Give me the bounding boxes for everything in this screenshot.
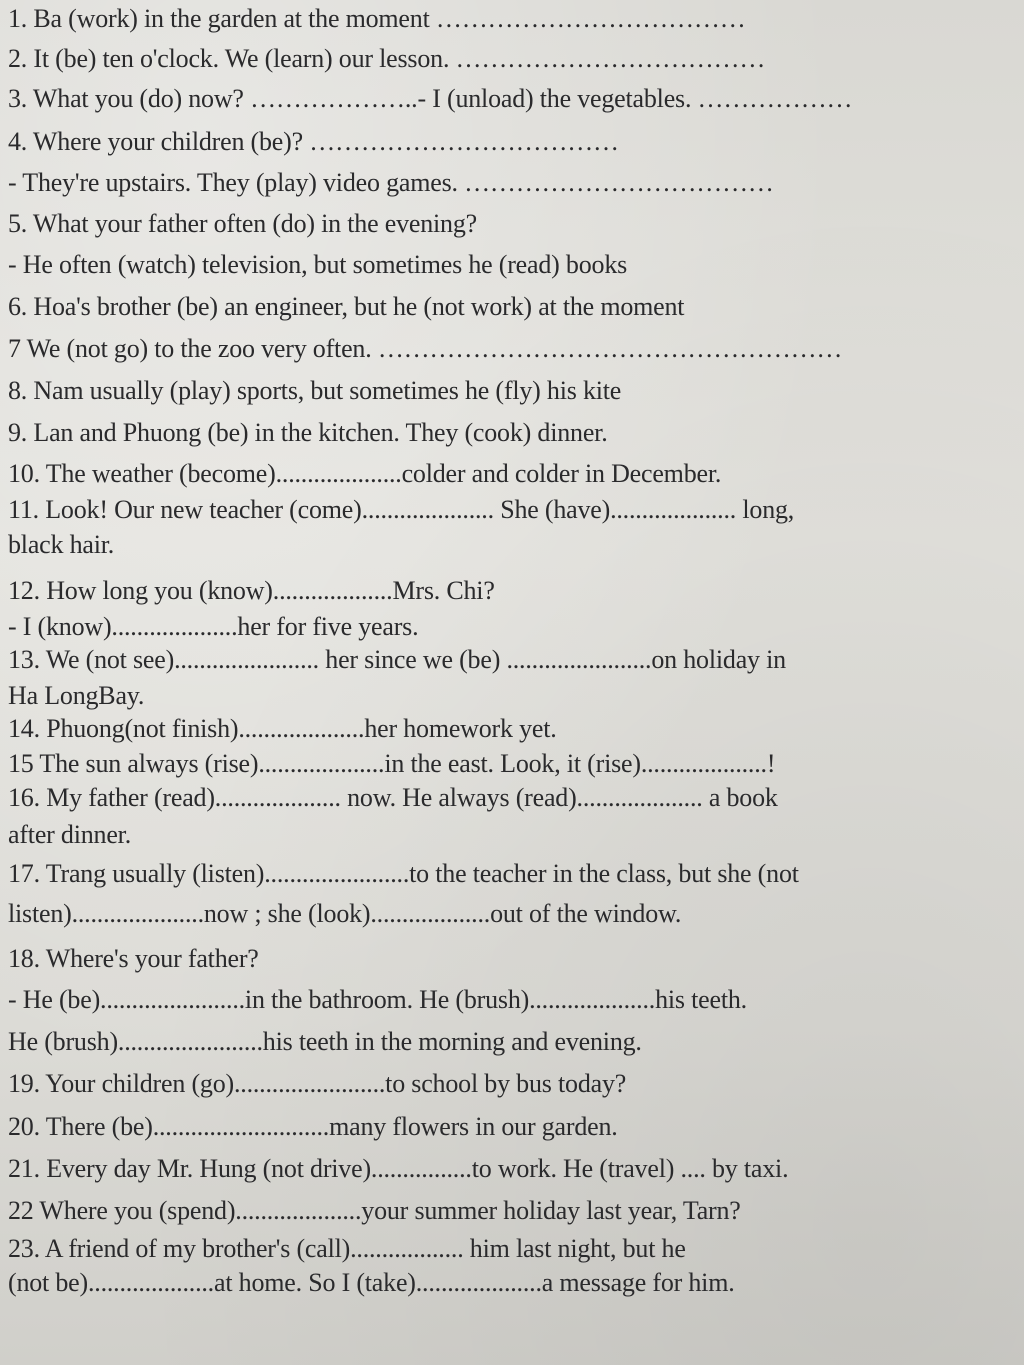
exercise-line: 10. The weather (become)....................colder and colder in December. (8, 459, 722, 488)
exercise-line: - He often (watch) television, but sometimes he (read) books (8, 250, 628, 279)
exercise-line: (not be)....................at home. So I (take)....................a message for him. (8, 1268, 735, 1297)
exercise-line: 12. How long you (know)...................Mrs. Chi? (8, 576, 495, 605)
exercise-line: - They're upstairs. They (play) video games. ……………………………… (8, 168, 774, 197)
exercise-line: 5. What your father often (do) in the evening? (8, 209, 477, 238)
exercise-line: 9. Lan and Phuong (be) in the kitchen. They (cook) dinner. (8, 418, 608, 447)
exercise-line: 16. My father (read).................... now. He always (read).................... a book (8, 783, 778, 812)
exercise-line: 21. Every day Mr. Hung (not drive)................to work. He (travel) .... by taxi. (8, 1154, 789, 1183)
exercise-line: 23. A friend of my brother's (call).................. him last night, but he (8, 1234, 686, 1263)
exercise-line: 20. There (be)............................many flowers in our garden. (8, 1112, 618, 1141)
exercise-line: 11. Look! Our new teacher (come)..................... She (have).................... long, (8, 495, 795, 524)
exercise-line: 4. Where your children (be)? ……………………………… (8, 127, 619, 156)
exercise-line: 18. Where's your father? (8, 944, 259, 973)
exercise-line: 17. Trang usually (listen).......................to the teacher in the class, but she (not (8, 859, 799, 888)
exercise-line: 3. What you (do) now? ………………..- I (unload) the vegetables. ……………… (8, 84, 853, 113)
exercise-line: 13. We (not see)....................... her since we (be) .......................on holiday in (8, 645, 786, 674)
exercise-line: 8. Nam usually (play) sports, but sometimes he (fly) his kite (8, 376, 622, 405)
exercise-line: 22 Where you (spend)....................your summer holiday last year, Tarn? (8, 1196, 741, 1225)
exercise-line: 14. Phuong(not finish)....................her homework yet. (8, 714, 557, 743)
exercise-line: - He (be).......................in the bathroom. He (brush)....................his teeth. (8, 985, 747, 1014)
exercise-line: 6. Hoa's brother (be) an engineer, but he (not work) at the moment (8, 292, 685, 321)
exercise-line: 15 The sun always (rise)....................in the east. Look, it (rise)....................! (8, 749, 776, 778)
exercise-line: after dinner. (8, 820, 132, 849)
exercise-line: 2. It (be) ten o'clock. We (learn) our lesson. ……………………………… (8, 44, 766, 73)
exercise-line: - I (know)....................her for five years. (8, 612, 419, 641)
exercise-line: 19. Your children (go)........................to school by bus today? (8, 1069, 627, 1098)
exercise-line: He (brush).......................his teeth in the morning and evening. (8, 1027, 642, 1056)
exercise-line: 7 We (not go) to the zoo very often. ……………………………………………… (8, 334, 843, 363)
exercise-line: Ha LongBay. (8, 681, 145, 710)
exercise-line: 1. Ba (work) in the garden at the moment ……………………………… (8, 4, 746, 33)
exercise-line: black hair. (8, 530, 115, 559)
exercise-line: listen).....................now ; she (look)...................out of the window. (8, 899, 682, 928)
